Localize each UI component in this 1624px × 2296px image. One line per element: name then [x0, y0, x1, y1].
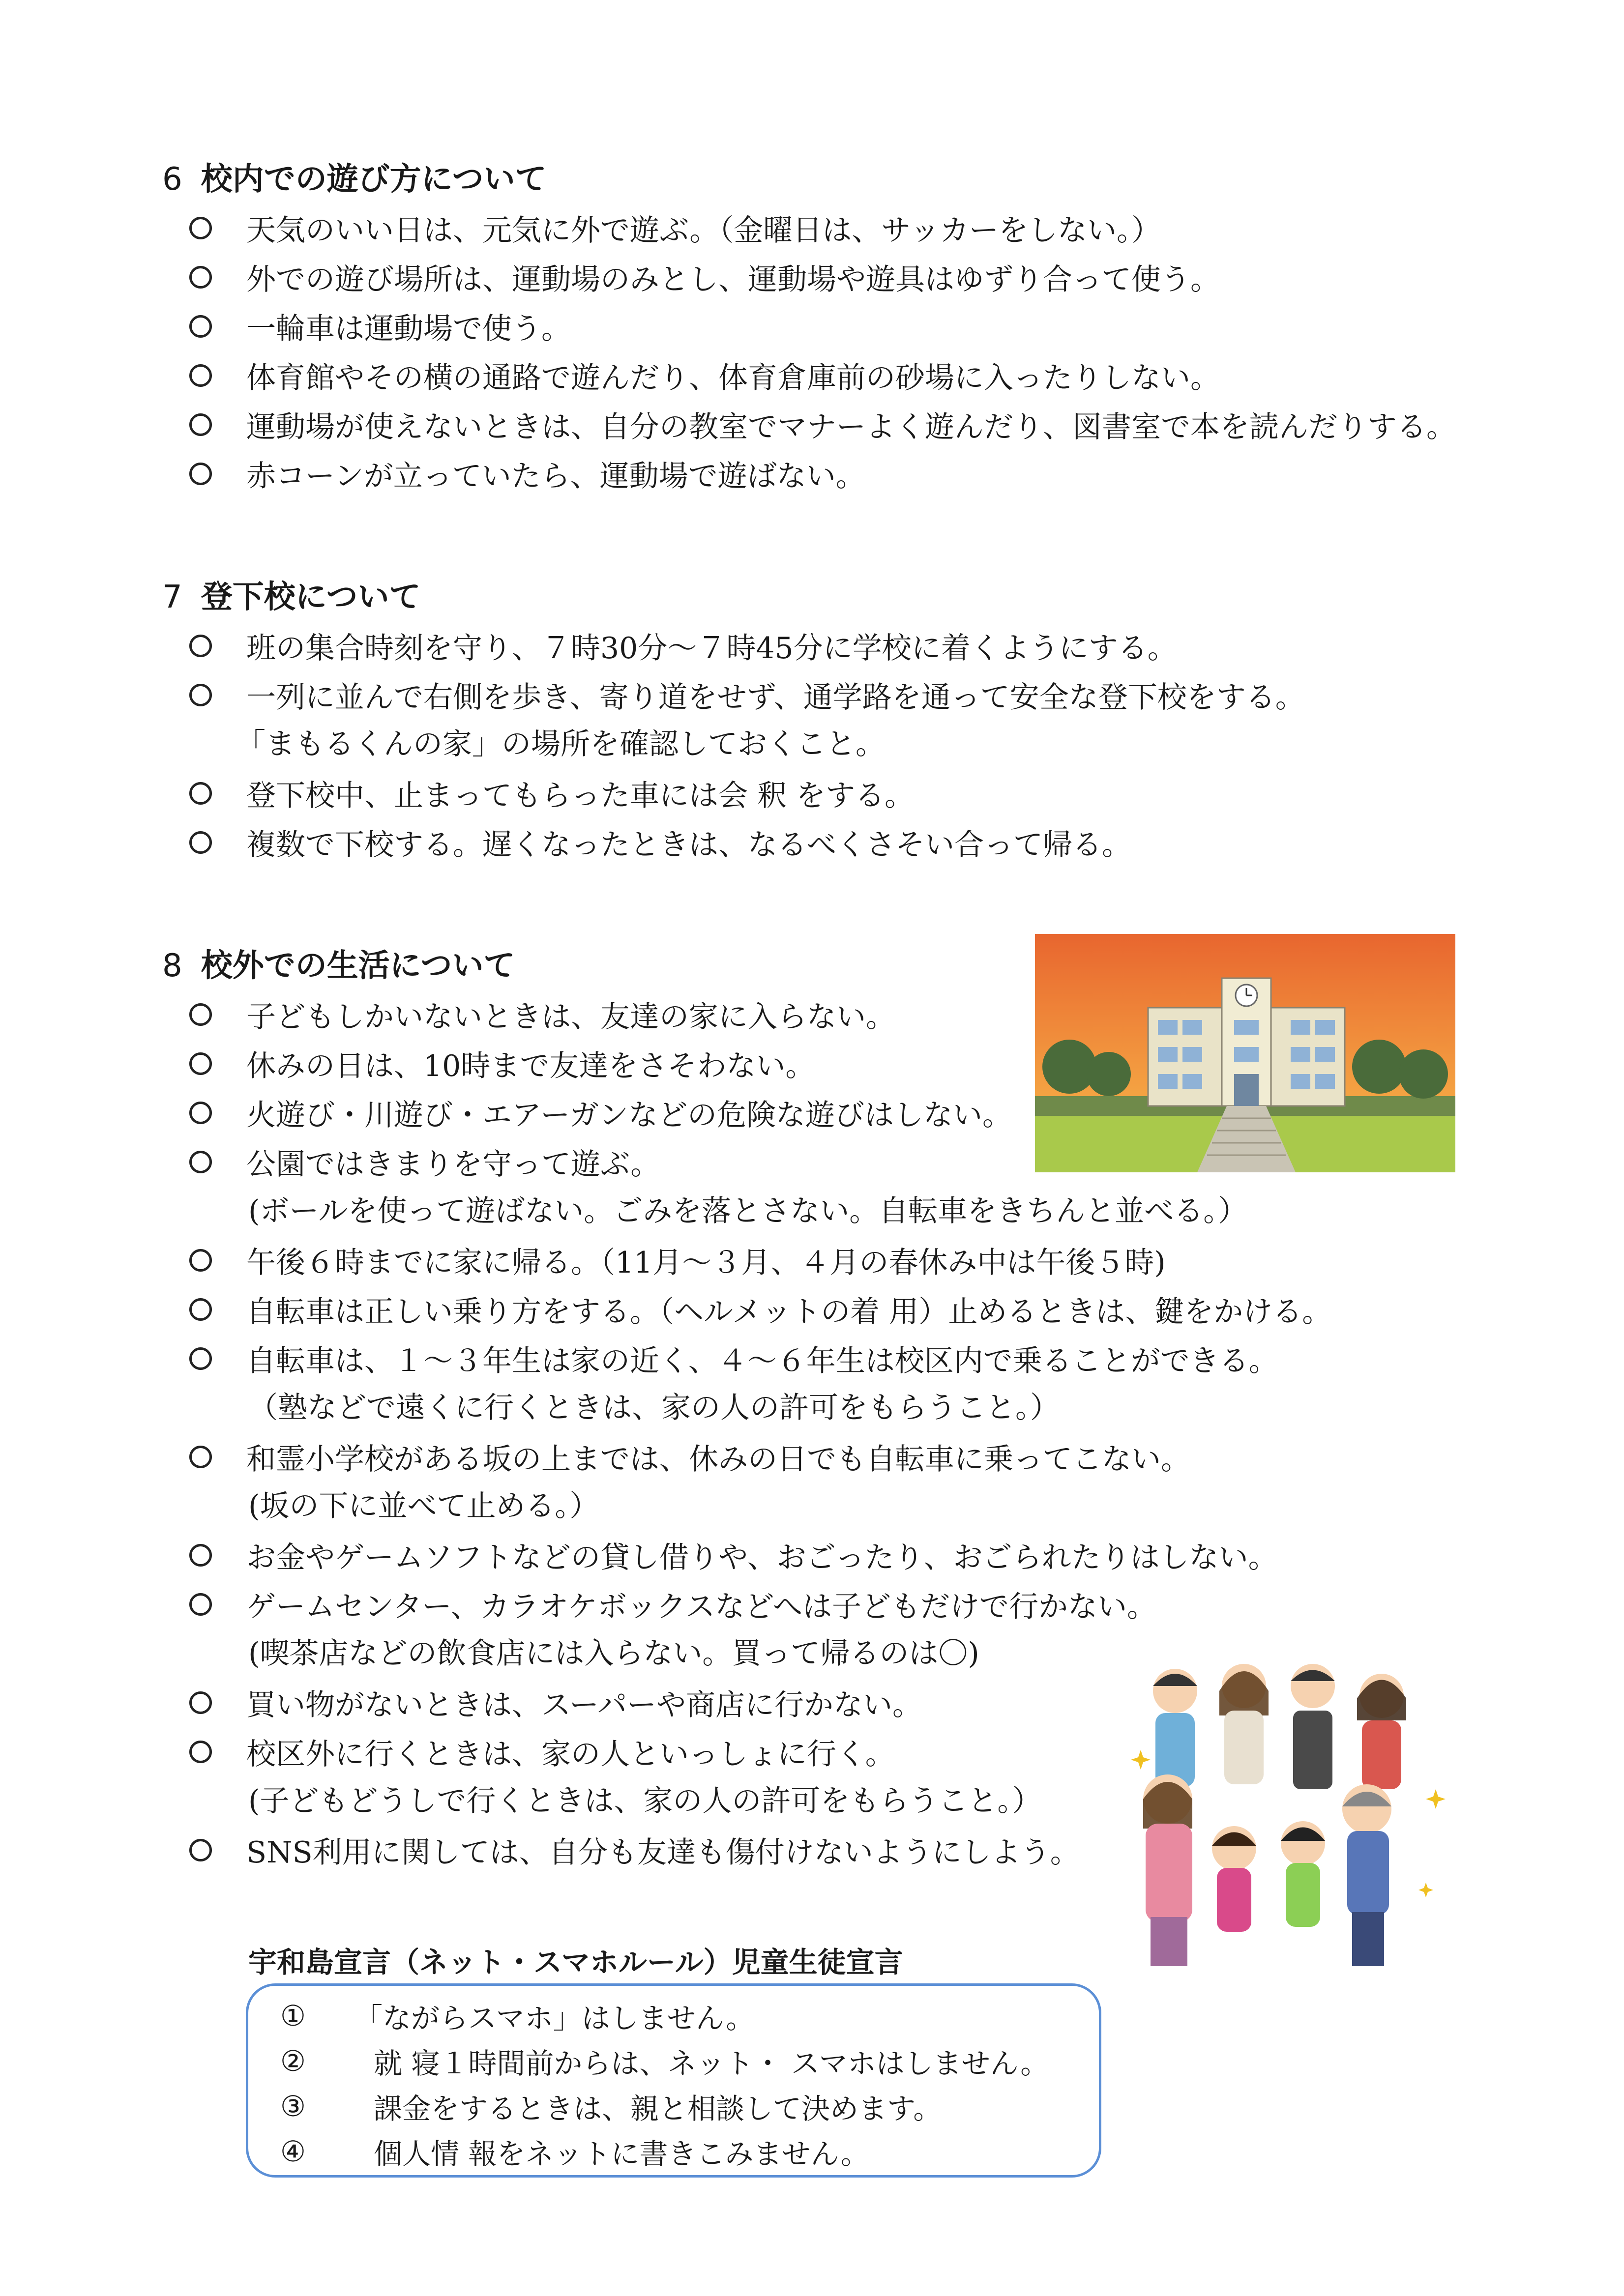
- declaration-item: [280, 2129, 1049, 2174]
- school-illustration: [1035, 934, 1455, 1172]
- item-text: 運動場が使えないときは、自分の教室でマナーよく遊んだり、図書室で本を読んだりする。: [246, 410, 1456, 444]
- item-note: 「まもるくんの家」の場所を確認しておくこと。: [236, 727, 885, 761]
- declaration-title: 宇和島宣言（ネット・スマホルール）児童生徒宣言: [248, 1946, 903, 1979]
- item-text: SNS利用に関しては、自分も友達も傷付けないようにしよう。: [246, 1835, 1080, 1870]
- section-title: 校外での生活について: [201, 948, 515, 984]
- circle-bullet-icon: [189, 364, 212, 387]
- circle-bullet-icon: [189, 1052, 212, 1075]
- item-text: 和霊小学校がある坂の上までは、休みの日でも自転車に乗ってこない。: [246, 1442, 1190, 1477]
- list-item: [162, 1580, 1331, 1629]
- item-note: (ボールを使って遊ばない。ごみを落とさない。自転車をきちんと並べる。）: [248, 1194, 1248, 1228]
- item-text: お金やゲームソフトなどの貸し借りや、おごったり、おごられたりはしない。: [246, 1540, 1278, 1575]
- circle-bullet-icon: [189, 1593, 212, 1616]
- circle-bullet-icon: [189, 782, 212, 805]
- list-item: [162, 253, 1456, 302]
- section-number: 7: [162, 579, 182, 615]
- family-group-illustration: [1131, 1652, 1455, 1996]
- section-heading: [162, 157, 1456, 202]
- circle-bullet-icon: [189, 413, 212, 436]
- circle-bullet-icon: [189, 1347, 212, 1370]
- item-text: 複数で下校する。遅くなったときは、なるべくさそい合って帰る。: [246, 828, 1131, 862]
- circle-bullet-icon: [189, 1249, 212, 1272]
- section-number: 6: [162, 161, 182, 198]
- list-item: [162, 1236, 1331, 1285]
- circle-bullet-icon: [189, 1741, 212, 1763]
- item-text: 班の集合時刻を守り、７時30分～７時45分に学校に着くようにする。: [246, 631, 1177, 666]
- item-note: （塾などで遠くに行くときは、家の人の許可をもらうこと。）: [248, 1391, 1060, 1425]
- declaration-text: 個人情 報をネットに書きこみません。: [374, 2137, 869, 2171]
- item-note: (喫茶店などの飲食店には入らない。買って帰るのは〇): [248, 1636, 979, 1671]
- item-text: 自転車は、１～３年生は家の近く、４～６年生は校区内で乗ることができる。: [246, 1344, 1278, 1378]
- item-text: 校区外に行くときは、家の人といっしょに行く。: [246, 1737, 895, 1772]
- circle-bullet-icon: [189, 635, 212, 657]
- section-number: 8: [162, 948, 182, 984]
- item-text: 自転車は正しい乗り方をする。（ヘルメットの着 用）止めるときは、鍵をかける。: [246, 1295, 1332, 1329]
- item-text: 赤コーンが立っていたら、運動場で遊ばない。: [246, 459, 865, 494]
- item-text: 天気のいい日は、元気に外で遊ぶ。（金曜日は、サッカーをしない。）: [246, 213, 1161, 248]
- item-text: 外での遊び場所は、運動場のみとし、運動場や遊具はゆずり合って使う。: [246, 262, 1220, 297]
- section-7: [162, 575, 1305, 867]
- declaration-number: ④: [280, 2135, 306, 2168]
- circle-bullet-icon: [189, 217, 212, 239]
- declaration-item: [280, 1993, 1049, 2038]
- list-item: [162, 400, 1456, 449]
- item-text: 登下校中、止まってもらった車には会 釈 をする。: [246, 779, 915, 813]
- circle-bullet-icon: [189, 315, 212, 338]
- list-item: [162, 1285, 1331, 1334]
- list-item: [162, 818, 1305, 867]
- section-title: 校内での遊び方について: [201, 161, 547, 198]
- item-note: (坂の下に並べて止める。）: [248, 1489, 599, 1523]
- list-item: [162, 670, 1305, 720]
- declaration-list: [280, 1993, 1049, 2174]
- item-text: 子どもしかいないときは、友達の家に入らない。: [246, 1000, 895, 1034]
- list-item: [162, 351, 1456, 400]
- item-text: 火遊び・川遊び・エアーガンなどの危険な遊びはしない。: [246, 1098, 1012, 1133]
- circle-bullet-icon: [189, 1691, 212, 1714]
- circle-bullet-icon: [189, 1544, 212, 1567]
- declaration-number: ③: [280, 2090, 306, 2123]
- list-item: [162, 1531, 1331, 1580]
- item-text: 午後６時までに家に帰る。（11月～３月、４月の春休み中は午後５時): [246, 1246, 1166, 1280]
- list-item: [162, 203, 1456, 253]
- declaration-text: 就 寝１時間前からは、ネット・ スマホはしません。: [374, 2047, 1049, 2080]
- section-title: 登下校について: [201, 579, 421, 615]
- circle-bullet-icon: [189, 684, 212, 706]
- item-text: ゲームセンター、カラオケボックスなどへは子どもだけで行かない。: [246, 1590, 1156, 1624]
- declaration-number: ①: [280, 1999, 306, 2033]
- item-text: 休みの日は、10時まで友達をさそわない。: [246, 1049, 815, 1083]
- section-heading: [162, 575, 1305, 619]
- circle-bullet-icon: [189, 1003, 212, 1026]
- circle-bullet-icon: [189, 1298, 212, 1321]
- item-text: 公園ではきまりを守って遊ぶ。: [246, 1147, 660, 1182]
- declaration-item: [280, 2084, 1049, 2129]
- circle-bullet-icon: [189, 266, 212, 289]
- list-item: [162, 1334, 1331, 1383]
- list-item: [162, 621, 1305, 670]
- list-item: [162, 769, 1305, 818]
- item-text: 一列に並んで右側を歩き、寄り道をせず、通学路を通って安全な登下校をする。: [246, 680, 1305, 715]
- section-6: [162, 157, 1456, 498]
- declaration-number: ②: [280, 2044, 306, 2078]
- section-items: [162, 621, 1305, 867]
- list-item: [162, 302, 1456, 351]
- item-text: 買い物がないときは、スーパーや商店に行かない。: [246, 1688, 922, 1722]
- circle-bullet-icon: [189, 1102, 212, 1124]
- list-item: [162, 449, 1456, 498]
- declaration-text: 「ながらスマホ」はしません。: [354, 2002, 755, 2035]
- section-items: [162, 203, 1456, 498]
- declaration-text: 課金をするときは、親と相談して決めます。: [374, 2092, 942, 2125]
- item-note: (子どもどうしで行くときは、家の人の許可をもらうこと。）: [248, 1784, 1042, 1818]
- circle-bullet-icon: [189, 831, 212, 854]
- circle-bullet-icon: [189, 1839, 212, 1861]
- declaration-item: [280, 2038, 1049, 2084]
- item-text: 一輪車は運動場で使う。: [246, 312, 571, 346]
- list-item: [162, 1432, 1331, 1482]
- circle-bullet-icon: [189, 463, 212, 485]
- circle-bullet-icon: [189, 1151, 212, 1173]
- circle-bullet-icon: [189, 1446, 212, 1468]
- item-text: 体育館やその横の通路で遊んだり、体育倉庫前の砂場に入ったりしない。: [246, 361, 1220, 395]
